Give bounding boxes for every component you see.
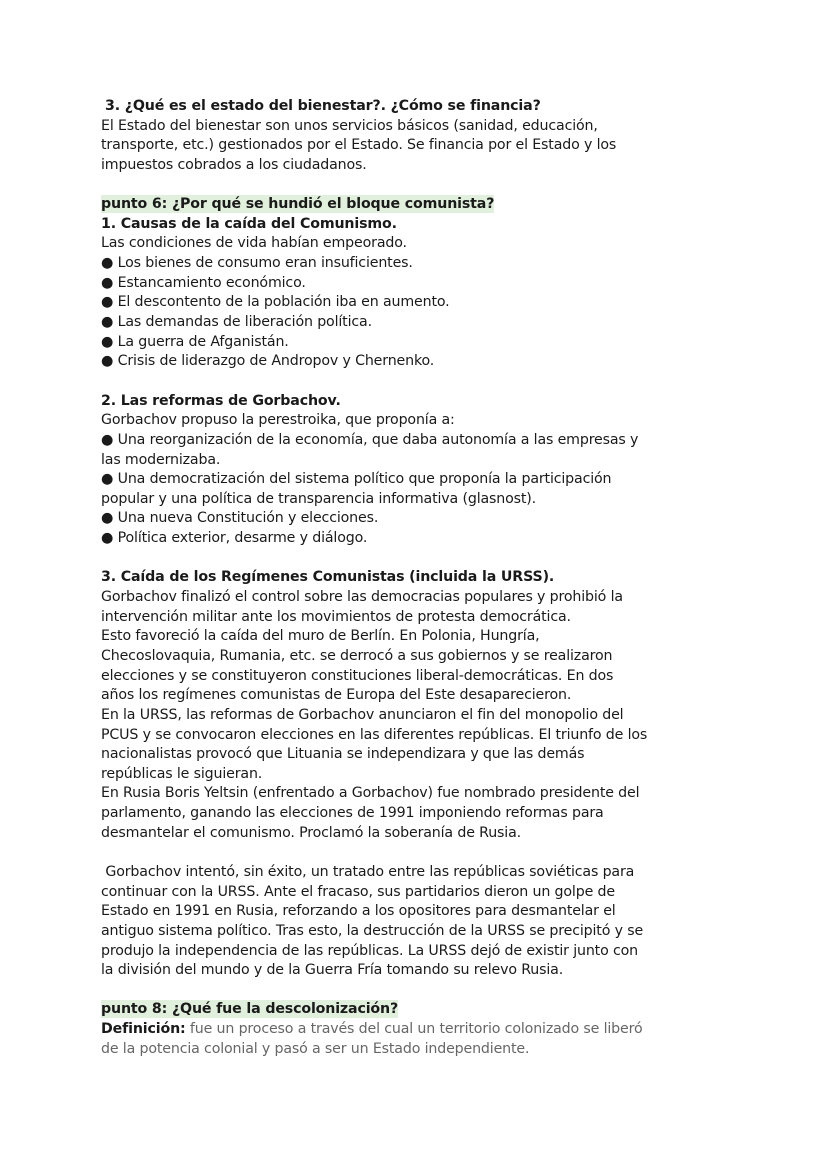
line-text: PCUS y se convocaron elecciones en las diferentes repúblicas. El triunfo de los xyxy=(101,726,648,743)
text-line xyxy=(101,234,647,254)
section-heading: 2. Las reformas de Gorbachov. xyxy=(101,392,341,409)
bullet-item xyxy=(101,293,647,313)
line-text: produjo la independencia de las repúblicas. La URSS dejó de existir junto con xyxy=(101,942,639,959)
line-text: Una democratización del sistema político que proponía la participación xyxy=(117,471,612,488)
text-line xyxy=(101,745,647,765)
bullet-icon: ● xyxy=(101,274,118,291)
line-text: impuestos cobrados a los ciudadanos. xyxy=(101,156,367,173)
text-line xyxy=(101,961,647,981)
bullet-icon: ● xyxy=(101,471,118,488)
paragraph xyxy=(101,588,647,843)
text-line xyxy=(101,451,647,471)
line-text: Una reorganización de la economía, que daba autonomía a las empresas y xyxy=(117,431,639,448)
highlighted-heading xyxy=(101,1000,647,1020)
section-punto-8 xyxy=(101,1000,647,1059)
text-line xyxy=(101,136,647,156)
line-text: Gorbachov propuso la perestroika, que proponía a: xyxy=(101,412,455,429)
line-text: nacionalistas provocó que Lituania se independizara y que las demás xyxy=(101,746,585,763)
line-text: Política exterior, desarme y diálogo. xyxy=(117,530,368,547)
line-text: Checoslovaquia, Rumania, etc. se derrocó a sus gobiernos y se realizaron xyxy=(101,647,613,664)
line-text: Esto favoreció la caída del muro de Berlín. En Polonia, Hungría, xyxy=(101,628,540,645)
paragraph xyxy=(101,234,647,254)
line-text: Crisis de liderazgo de Andropov y Chernenko. xyxy=(117,353,435,370)
section-heading: 3. Caída de los Regímenes Comunistas (incluida la URSS). xyxy=(101,569,555,586)
line-text: Gorbachov intentó, sin éxito, un tratado entre las repúblicas soviéticas para xyxy=(101,863,635,880)
text-line xyxy=(101,784,647,804)
bullet-item xyxy=(101,254,647,274)
text-line xyxy=(101,863,647,883)
bullet-icon: ● xyxy=(101,431,118,448)
paragraph xyxy=(101,411,647,431)
line-text: El Estado del bienestar son unos servicios básicos (sanidad, educación, xyxy=(101,117,598,134)
paragraph xyxy=(101,117,647,176)
text-line xyxy=(101,156,647,176)
section-estado-bienestar xyxy=(101,97,647,195)
text-line xyxy=(101,686,647,706)
text-line xyxy=(101,509,647,529)
text-line xyxy=(101,902,647,922)
blank-line xyxy=(101,372,647,392)
line-text: La guerra de Afganistán. xyxy=(117,333,289,350)
bullet-item xyxy=(101,509,647,529)
bullet-item xyxy=(101,274,647,294)
line-text: En la URSS, las reformas de Gorbachov anunciaron el fin del monopolio del xyxy=(101,706,624,723)
highlight-text: punto 8: ¿Qué fue la descolonización? xyxy=(101,1001,399,1018)
text-line xyxy=(101,883,647,903)
line-text: Gorbachov finalizó el control sobre las democracias populares y prohibió la xyxy=(101,589,623,606)
text-line xyxy=(101,117,647,137)
definition-line xyxy=(101,1040,647,1060)
line-text: repúblicas le siguieran. xyxy=(101,765,263,782)
text-line xyxy=(101,529,647,549)
text-line xyxy=(101,627,647,647)
line-text: Estancamiento económico. xyxy=(117,274,306,291)
paragraph xyxy=(101,863,647,981)
bullet-icon: ● xyxy=(101,294,118,311)
section-heading: 1. Causas de la caída del Comunismo. xyxy=(101,215,397,232)
text-line xyxy=(101,647,647,667)
line-text: Una nueva Constitución y elecciones. xyxy=(117,510,379,527)
definition-text: fue un proceso a través del cual un territorio colonizado se liberó xyxy=(185,1021,643,1038)
line-text: transporte, etc.) gestionados por el Estado. Se financia por el Estado y los xyxy=(101,137,617,154)
line-text: elecciones y se constituyeron constituciones liberal-democráticas. En dos xyxy=(101,667,614,684)
line-text: En Rusia Boris Yeltsin (enfrentado a Gorbachov) fue nombrado presidente del xyxy=(101,785,640,802)
line-text: Las condiciones de vida habían empeorado. xyxy=(101,235,407,252)
bullet-item xyxy=(101,431,647,470)
bullet-icon: ● xyxy=(101,255,118,272)
blank-line xyxy=(101,843,647,863)
line-text: Estado en 1991 en Rusia, reforzando a los opositores para desmantelar el xyxy=(101,903,616,920)
line-text: parlamento, ganando las elecciones de 1991 imponiendo reformas para xyxy=(101,805,604,822)
text-line xyxy=(101,274,647,294)
definition-text: de la potencia colonial y pasó a ser un Estado independiente. xyxy=(101,1040,530,1057)
section-punto-6 xyxy=(101,195,647,1000)
document-page xyxy=(101,97,647,1059)
text-line xyxy=(101,411,647,431)
text-line xyxy=(101,765,647,785)
bullet-icon: ● xyxy=(101,353,118,370)
section-heading: 3. ¿Qué es el estado del bienestar?. ¿Cómo se financia? xyxy=(105,98,541,114)
line-text: Las demandas de liberación política. xyxy=(117,314,372,331)
bullet-icon: ● xyxy=(101,314,118,331)
blank-line xyxy=(101,176,647,196)
line-text: popular y una política de transparencia informativa (glasnost). xyxy=(101,490,537,507)
highlight-text: punto 6: ¿Por qué se hundió el bloque comunista? xyxy=(101,196,495,213)
bullet-icon: ● xyxy=(101,333,118,350)
text-line xyxy=(101,313,647,333)
bullet-item xyxy=(101,333,647,353)
text-line xyxy=(101,942,647,962)
text-line xyxy=(101,293,647,313)
text-line xyxy=(101,490,647,510)
blank-line xyxy=(101,981,647,1001)
bullet-icon: ● xyxy=(101,530,118,547)
text-line xyxy=(101,254,647,274)
text-line xyxy=(101,352,647,372)
line-text: las modernizaba. xyxy=(101,451,221,468)
line-text: continuar con la URSS. Ante el fracaso, sus partidarios dieron un golpe de xyxy=(101,883,615,900)
definition-label: Definición: xyxy=(101,1021,186,1038)
text-line xyxy=(101,588,647,608)
text-line xyxy=(101,333,647,353)
text-line xyxy=(101,804,647,824)
text-line xyxy=(101,922,647,942)
bullet-item xyxy=(101,313,647,333)
bullet-icon: ● xyxy=(101,510,118,527)
line-text: desmantelar el comunismo. Proclamó la soberanía de Rusia. xyxy=(101,824,521,841)
text-line xyxy=(101,667,647,687)
highlighted-heading xyxy=(101,195,647,215)
line-text: Los bienes de consumo eran insuficientes. xyxy=(117,255,413,272)
text-line xyxy=(101,726,647,746)
text-line xyxy=(101,431,647,451)
bullet-item xyxy=(101,352,647,372)
text-line xyxy=(101,824,647,844)
line-text: intervención militar ante los movimientos de protesta democrática. xyxy=(101,608,571,625)
definition-line xyxy=(101,1020,647,1040)
text-line xyxy=(101,470,647,490)
bullet-item xyxy=(101,470,647,509)
line-text: la división del mundo y de la Guerra Fría tomando su relevo Rusia. xyxy=(101,962,564,979)
line-text: años los regímenes comunistas de Europa del Este desaparecieron. xyxy=(101,687,572,704)
bullet-item xyxy=(101,529,647,549)
text-line xyxy=(101,608,647,628)
blank-line xyxy=(101,549,647,569)
line-text: antiguo sistema político. Tras esto, la destrucción de la URSS se precipitó y se xyxy=(101,922,644,939)
text-line xyxy=(101,706,647,726)
line-text: El descontento de la población iba en aumento. xyxy=(117,294,450,311)
